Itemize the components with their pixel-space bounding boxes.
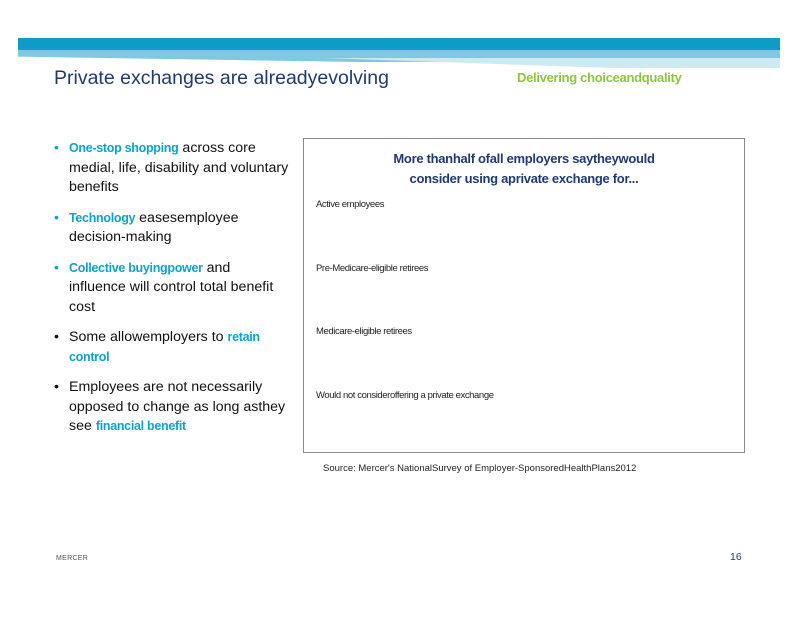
chart-title	[304, 149, 744, 189]
bullet-text: Employees are not necessarily opposed to change as long asthey see	[69, 379, 286, 434]
bullet-highlight: One-stop shopping	[69, 141, 179, 155]
bullet-text: and influence will control total benefit cost	[69, 259, 274, 315]
bullet-highlight: Technology	[69, 210, 136, 225]
chart-category-label: Active employees	[316, 199, 385, 210]
bullet-highlight: Collective buyingpower	[69, 260, 203, 275]
bullet-highlight: retain control	[69, 330, 260, 364]
bullet-text: easesemployee decision-making	[69, 209, 239, 245]
source-note: Source: Mercer's NationalSurvey of Employer-SponsoredHealthPlans2012	[323, 463, 637, 474]
bullet-dot: •	[54, 140, 59, 156]
bullet-item	[54, 139, 289, 198]
bullet-item	[54, 209, 289, 248]
bullet-highlight: financial benefit	[95, 419, 186, 433]
chart-title-line-1: More thanhalf ofall employers saytheywould	[393, 151, 655, 166]
footer-brand: MERCER	[56, 555, 89, 562]
bullet-text: across core medial, life, disability and voluntary benefits	[69, 140, 289, 195]
bullet-item	[54, 328, 289, 367]
chart-title-line-2: consider using aprivate exchange for...	[409, 171, 639, 186]
bullet-item	[54, 378, 289, 437]
bullet-dot: •	[54, 209, 59, 226]
bullet-dot: •	[54, 259, 59, 276]
bullet-dot: •	[54, 329, 59, 345]
chart-category-label: Pre-Medicare-eligible retirees	[316, 263, 429, 274]
bullet-dot: •	[54, 379, 59, 395]
page-number: 16	[730, 551, 742, 563]
bullet-item	[54, 259, 289, 318]
bullet-text: Some allowemployers to	[69, 329, 228, 345]
chart-panel	[303, 138, 745, 453]
chart-category-label: Would not consideroffering a private exchange	[316, 390, 494, 401]
chart-category-label: Medicare-eligible retirees	[316, 326, 412, 337]
slide-title: Private exchanges are alreadyevolving	[54, 67, 389, 89]
bullet-list	[54, 139, 289, 448]
slide-tagline: Delivering choiceandquality	[517, 70, 682, 85]
